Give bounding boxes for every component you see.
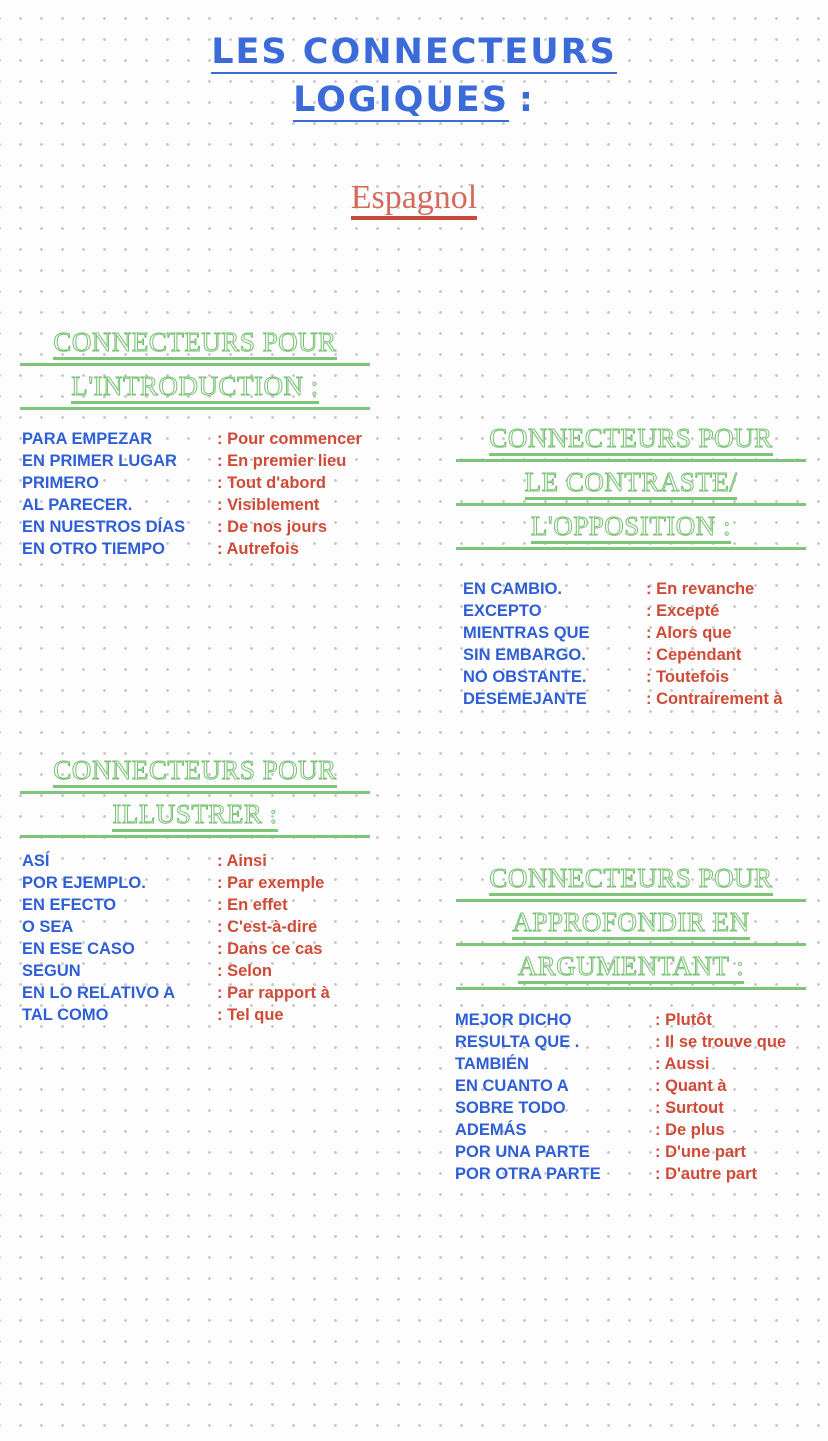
french-translation: : Surtout <box>655 1099 724 1117</box>
spanish-connector: MIENTRAS QUE <box>463 624 590 642</box>
spanish-connector: SIN EMBARGO. <box>463 646 586 664</box>
french-translation: : Cependant <box>646 646 742 664</box>
spanish-connector: RESULTA QUE . <box>455 1033 580 1051</box>
french-translation: : Excepté <box>646 602 720 620</box>
page-subtitle: Espagnol <box>0 176 828 220</box>
spanish-connector: EXCEPTO <box>463 602 542 620</box>
french-translation: : Quant à <box>655 1077 727 1095</box>
french-translation: : Alors que <box>646 624 732 642</box>
spanish-connector: EN OTRO TIEMPO <box>22 540 166 558</box>
spanish-connector: POR OTRA PARTE <box>455 1165 601 1183</box>
spanish-connector: TAL COMO <box>22 1006 109 1024</box>
french-translation: : Par rapport à <box>217 984 330 1002</box>
spanish-connector: PRIMERO <box>22 474 100 492</box>
french-translation: : En revanche <box>646 580 755 598</box>
french-translation: : Par exemple <box>217 874 325 892</box>
french-translation: : Toutefois <box>646 668 730 686</box>
french-translation: : Il se trouve que <box>655 1033 787 1051</box>
spanish-connector: EN ESE CASO <box>22 940 135 958</box>
french-translation: : Autrefois <box>217 540 299 558</box>
french-translation: : De nos jours <box>217 518 328 536</box>
spanish-connector: O SEA <box>22 918 74 936</box>
section-heading-illustrer: CONNECTEURS POUR ILLUSTRER : <box>20 750 370 838</box>
section-heading-approfondir: CONNECTEURS POUR APPROFONDIR EN ARGUMENTANT : <box>456 858 806 990</box>
french-translation: : En effet <box>217 896 288 914</box>
spanish-connector: EN PRIMER LUGAR <box>22 452 177 470</box>
french-translation: : Plutôt <box>655 1011 712 1029</box>
spanish-connector: POR UNA PARTE <box>455 1143 590 1161</box>
spanish-connector: EN LO RELATIVO A <box>22 984 176 1002</box>
french-translation: : De plus <box>655 1121 725 1139</box>
spanish-connector: TAMBIÉN <box>455 1055 529 1073</box>
french-translation: : En premier lieu <box>217 452 347 470</box>
french-translation: : Visiblement <box>217 496 320 514</box>
spanish-connector: EN EFECTO <box>22 896 117 914</box>
french-translation: : Dans ce cas <box>217 940 323 958</box>
french-translation: : Aussi <box>655 1055 710 1073</box>
spanish-connector: EN CAMBIO. <box>463 580 562 598</box>
page-title-line-1: LES CONNECTEURS <box>211 32 617 72</box>
spanish-connector: EN CUANTO A <box>455 1077 569 1095</box>
spanish-connector: SOBRE TODO <box>455 1099 566 1117</box>
spanish-connector: NO OBSTANTE. <box>463 668 587 686</box>
french-translation: : Tout d'abord <box>217 474 327 492</box>
spanish-connector: EN NUESTROS DÍAS <box>22 518 186 536</box>
spanish-connector: POR EJEMPLO. <box>22 874 146 892</box>
spanish-connector: ADEMÁS <box>455 1121 527 1139</box>
french-translation: : Contrairement à <box>646 690 783 708</box>
french-translation: : Pour commencer <box>217 430 362 448</box>
section-heading-introduction: CONNECTEURS POUR L'INTRODUCTION : <box>20 322 370 410</box>
section-heading-contraste: CONNECTEURS POUR LE CONTRASTE/ L'OPPOSITION : <box>456 418 806 550</box>
french-translation: : D'autre part <box>655 1165 758 1183</box>
french-translation: : Tel que <box>217 1006 284 1024</box>
spanish-connector: SEGUN <box>22 962 81 980</box>
page-title-line-2: LOGIQUES : <box>293 80 535 120</box>
french-translation: : C'est-à-dire <box>217 918 318 936</box>
spanish-connector: AL PARECER. <box>22 496 133 514</box>
spanish-connector: DESEMEJANTE <box>463 690 587 708</box>
spanish-connector: ASÍ <box>22 852 50 870</box>
french-translation: : D'une part <box>655 1143 747 1161</box>
spanish-connector: PARA EMPEZAR <box>22 430 153 448</box>
french-translation: : Selon <box>217 962 273 980</box>
spanish-connector: MEJOR DICHO <box>455 1011 572 1029</box>
french-translation: : Ainsi <box>217 852 267 870</box>
